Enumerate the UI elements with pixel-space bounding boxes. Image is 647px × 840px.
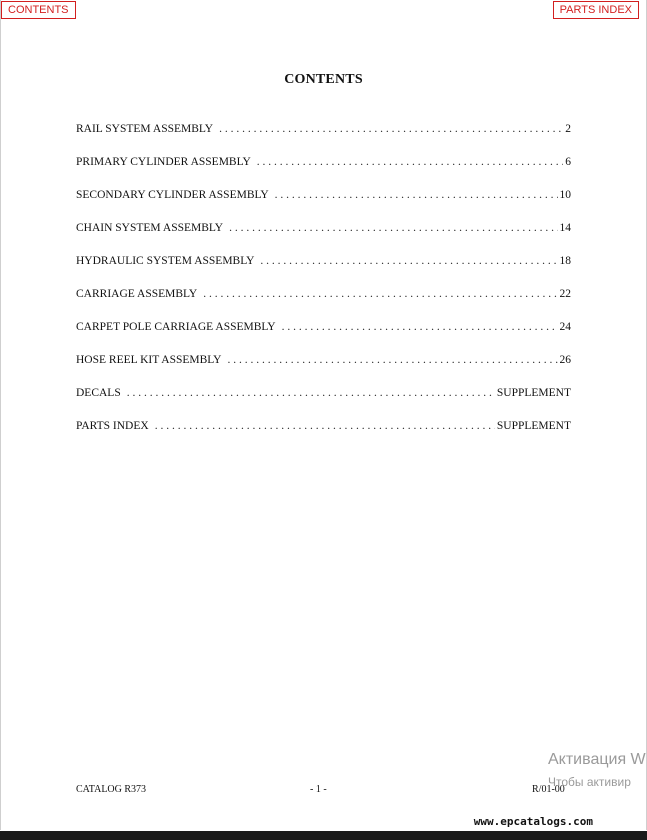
dot-leader: [219, 123, 563, 135]
toc-entry-page: 6: [565, 156, 571, 168]
dot-leader: [260, 255, 557, 267]
dot-leader: [229, 222, 557, 234]
toc-entry-primary-cylinder[interactable]: [76, 156, 571, 189]
toc-entry-label: PRIMARY CYLINDER ASSEMBLY: [76, 156, 251, 168]
toc-entry-carpet-pole-carriage[interactable]: [76, 321, 571, 354]
toc-entry-page: 18: [559, 255, 571, 267]
toc-entry-decals[interactable]: [76, 387, 571, 420]
toc-entry-label: HYDRAULIC SYSTEM ASSEMBLY: [76, 255, 255, 267]
page-title: CONTENTS: [284, 72, 363, 87]
toc-entry-page: SUPPLEMENT: [496, 420, 571, 432]
catalog-number: CATALOG R373: [76, 784, 147, 795]
dot-leader: [257, 156, 563, 168]
contents-link[interactable]: CONTENTS: [1, 1, 76, 19]
dot-leader: [282, 321, 558, 333]
activation-watermark-title: Активация W: [548, 751, 646, 768]
activation-watermark-subtitle: Чтобы активир: [548, 775, 631, 789]
parts-index-link[interactable]: PARTS INDEX: [553, 1, 639, 19]
dot-leader: [275, 189, 558, 201]
page-number: - 1 -: [310, 784, 327, 795]
toc-entry-hydraulic-system[interactable]: [76, 255, 571, 288]
toc-entry-label: CHAIN SYSTEM ASSEMBLY: [76, 222, 224, 234]
table-of-contents: [76, 123, 571, 453]
site-credit: www.epcatalogs.com: [473, 815, 593, 828]
toc-entry-page: 10: [559, 189, 571, 201]
toc-entry-label: CARPET POLE CARRIAGE ASSEMBLY: [76, 321, 276, 333]
dot-leader: [155, 420, 495, 432]
toc-entry-label: PARTS INDEX: [76, 420, 149, 432]
toc-entry-page: SUPPLEMENT: [496, 387, 571, 399]
toc-entry-carriage[interactable]: [76, 288, 571, 321]
toc-entry-page: 24: [559, 321, 571, 333]
toc-entry-label: HOSE REEL KIT ASSEMBLY: [76, 354, 222, 366]
revision-code: R/01-00: [532, 784, 565, 795]
toc-entry-rail-system[interactable]: [76, 123, 571, 156]
bottom-bar: [0, 831, 647, 840]
toc-entry-hose-reel-kit[interactable]: [76, 354, 571, 387]
toc-entry-parts-index[interactable]: [76, 420, 571, 453]
toc-entry-label: RAIL SYSTEM ASSEMBLY: [76, 123, 214, 135]
toc-entry-label: SECONDARY CYLINDER ASSEMBLY: [76, 189, 269, 201]
toc-entry-page: 22: [559, 288, 571, 300]
toc-entry-chain-system[interactable]: [76, 222, 571, 255]
dot-leader: [203, 288, 557, 300]
toc-entry-secondary-cylinder[interactable]: [76, 189, 571, 222]
toc-entry-page: 26: [559, 354, 571, 366]
toc-entry-page: 2: [565, 123, 571, 135]
toc-entry-label: CARRIAGE ASSEMBLY: [76, 288, 198, 300]
toc-entry-label: DECALS: [76, 387, 121, 399]
dot-leader: [228, 354, 558, 366]
dot-leader: [127, 387, 495, 399]
toc-entry-page: 14: [559, 222, 571, 234]
